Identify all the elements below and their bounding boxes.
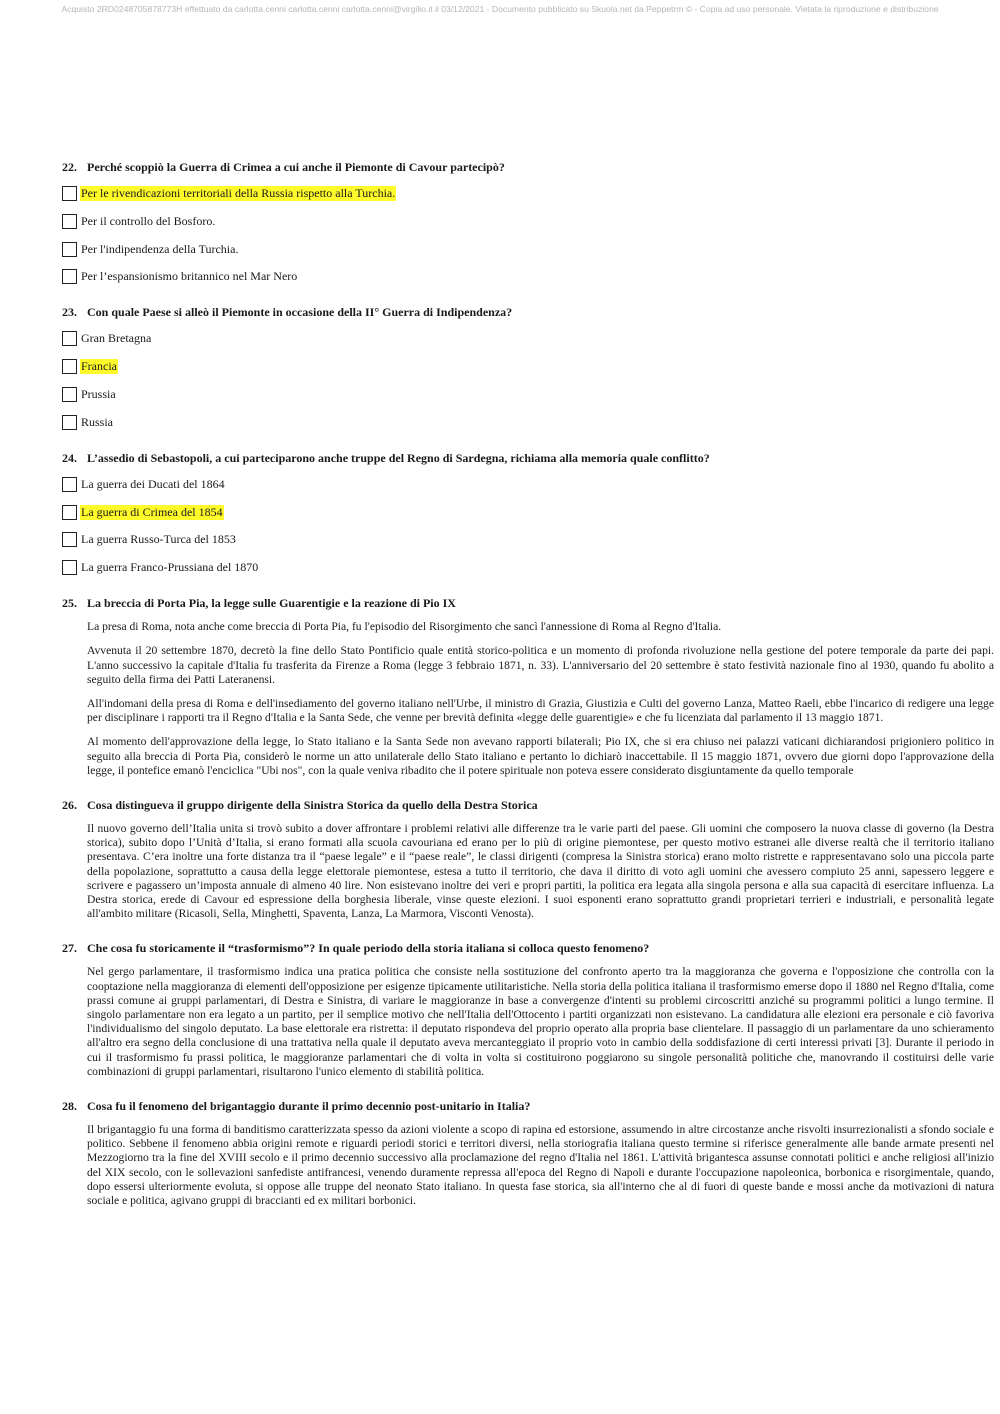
question-number: 28. <box>62 1099 77 1114</box>
option-row[interactable] <box>62 330 994 347</box>
option-row[interactable] <box>62 268 994 285</box>
question-title <box>62 798 994 813</box>
question-number: 26. <box>62 798 77 812</box>
option-label: Per l’espansionismo britannico nel Mar Nero <box>81 269 298 284</box>
checkbox[interactable] <box>62 186 77 201</box>
checkbox[interactable] <box>62 269 77 284</box>
option-row[interactable] <box>62 358 994 375</box>
question-number: 24. <box>62 450 77 465</box>
question-26 <box>62 798 994 921</box>
option-label: Russia <box>81 414 114 429</box>
question-text: Cosa distingueva il gruppo dirigente della Sinistra Storica da quello della Destra Storica <box>87 798 538 812</box>
answer-paragraph: Al momento dell'approvazione della legge, lo Stato italiano e la Santa Sede non avevano rapporti bilaterali; Pio IX, che si era chiuso nei palazzi vaticani dichiarandosi prigioniero politico in seguito alla breccia di Porta Pia, considerò le norme un atto unilaterale dello Stato italiano e pertanto lo dichiarò inaccettabile. Il 15 maggio 1871, ovvero due giorni dopo l'approvazione della legge, il pontefice emanò l'enciclica "Ubi nos", con la quale veniva ribadito che il potere spirituale non poteva essere considerato disgiuntamente da quello temporale <box>87 735 994 777</box>
question-23 <box>62 305 994 430</box>
checkbox[interactable] <box>62 242 77 257</box>
question-number: 22. <box>62 160 77 174</box>
question-number: 25. <box>62 596 77 611</box>
answer-text <box>87 620 994 778</box>
question-24 <box>62 451 994 576</box>
question-text: La breccia di Porta Pia, la legge sulle Guarentigie e la reazione di Pio IX <box>87 596 456 611</box>
option-row[interactable] <box>62 559 994 576</box>
question-text: Cosa fu il fenomeno del brigantaggio durante il primo decennio post-unitario in Italia? <box>87 1099 531 1114</box>
option-label: La guerra Russo-Turca del 1853 <box>81 532 236 547</box>
answer-paragraph: Avvenuta il 20 settembre 1870, decretò la fine dello Stato Pontificio quale entità storico-politica e un momento di profonda rivoluzione nella gestione del potere temporale da parte dei papi. L'anno successivo la capitale d'Italia fu trasferita da Firenze a Roma (legge 3 febbraio 1871, n. 33). L'anniversario del 20 settembre è stato festività nazionale fino al 1930, quando fu abolito a seguito della firma dei Patti Lateranensi. <box>87 644 994 686</box>
question-title <box>62 305 994 320</box>
answer-paragraph: All'indomani della presa di Roma e dell'insediamento del governo italiano nell'Urbe, il ministro di Grazia, Giustizia e Culti del governo Lanza, Matteo Raeli, ebbe l'incarico di redigere una legge per disciplinare i rapporti tra il Regno d'Italia e la Santa Sede, che venne per brevità definita «legge delle guarentigie» e che fu licenziata dal parlamento il 13 maggio 1871. <box>87 696 994 725</box>
option-row[interactable] <box>62 414 994 431</box>
option-label: La guerra dei Ducati del 1864 <box>81 476 225 491</box>
checkbox[interactable] <box>62 477 77 492</box>
option-label: Prussia <box>81 386 116 401</box>
answer-paragraph: La presa di Roma, nota anche come breccia di Porta Pia, fu l'episodio del Risorgimento che sancì l'annessione di Roma al Regno d'Italia. <box>87 620 722 634</box>
question-text: L’assedio di Sebastopoli, a cui parteciparono anche truppe del Regno di Sardegna, richiama alla memoria quale conflitto? <box>87 450 710 465</box>
checkbox[interactable] <box>62 505 77 520</box>
question-22 <box>62 160 994 285</box>
option-label: La guerra Franco-Prussiana del 1870 <box>81 560 259 575</box>
option-row[interactable] <box>62 476 994 493</box>
question-title <box>62 1099 994 1114</box>
question-text: Perché scoppiò la Guerra di Crimea a cui anche il Piemonte di Cavour partecipò? <box>87 160 505 174</box>
document-body <box>62 160 994 1228</box>
option-row[interactable] <box>62 504 994 521</box>
question-25 <box>62 596 994 778</box>
option-list <box>62 185 994 285</box>
question-27 <box>62 941 994 1079</box>
question-number: 23. <box>62 305 77 320</box>
question-text: Che cosa fu storicamente il “trasformismo”? In quale periodo della storia italiana si colloca questo fenomeno? <box>87 941 650 956</box>
option-label: La guerra di Crimea del 1854 <box>81 504 223 519</box>
option-list <box>62 330 994 430</box>
answer-text <box>87 822 994 921</box>
question-text: Con quale Paese si alleò il Piemonte in occasione della II° Guerra di Indipendenza? <box>87 305 513 320</box>
answer-text <box>87 965 994 1079</box>
checkbox[interactable] <box>62 214 77 229</box>
checkbox[interactable] <box>62 359 77 374</box>
answer-paragraph: Nel gergo parlamentare, il trasformismo indica una pratica politica che consiste nella sostituzione del confronto aperto tra la maggioranza che governa e l'opposizione che controlla con la cooptazione nella maggioranza di elementi dell'opposizione per esigenze tipicamente utilitaristiche. Nella storia della politica italiana il trasformismo emerse dopo il 1880 nel Regno d'Italia, come prassi comune ai gruppi parlamentari, di Destra e Sinistra, di variare le maggioranze in base a convergenze d'intenti su problemi circoscritti anziché su programmi politici a lungo termine. Il singolo parlamentare non era legato a un partito, per il semplice motivo che nell'Italia dell'Ottocento i partiti organizzati non esistevano. La candidatura alle elezioni era personale e ciò favoriva l'individualismo del singolo deputato. La base elettorale era ristretta: il deputato rispondeva del proprio operato alla propria base clientelare. Il passaggio di un parlamentare da uno schieramento all'altro era segno della conclusione di una trattativa nella quale il deputato aveva mercanteggiato il proprio voto in cambio della soddisfazione di certi interessi privati [3]. Durante il periodo in cui il trasformismo fu prassi politica, le maggioranze parlamentari che di volta in volta si costituirono poggiarono su singole personalità politiche che, manovrando il costituirsi delle varie combinazioni di gruppi parlamentari, risultarono l'unico elemento di stabilità politica. <box>87 965 994 1078</box>
option-list <box>62 476 994 576</box>
option-row[interactable] <box>62 241 994 258</box>
option-label: Per il controllo del Bosforo. <box>81 213 216 228</box>
answer-text <box>87 1123 994 1208</box>
question-28 <box>62 1099 994 1208</box>
checkbox[interactable] <box>62 387 77 402</box>
checkbox[interactable] <box>62 532 77 547</box>
option-label: Per le rivendicazioni territoriali della Russia rispetto alla Turchia. <box>81 186 396 200</box>
option-label: Per l'indipendenza della Turchia. <box>81 241 239 256</box>
option-row[interactable] <box>62 185 994 202</box>
watermark-text: Acquisto 2RD0248705878773H effettuato da carlotta.cenni carlotta.cenni carlotta.cenni@virgilio.it il 03/12/2021 - Documento pubblicato su Skuola.net da Peppetrm © - Copia ad uso personale. Vietata la riproduzione e distribuzione <box>61 4 939 14</box>
checkbox[interactable] <box>62 415 77 430</box>
question-title <box>62 451 994 466</box>
answer-paragraph: Il nuovo governo dell’Italia unita si trovò subito a dover affrontare i problemi relativi alle differenze tra le varie parti del paese. Gli uomini che composero la nuova classe di governo (la Destra storica), subito dopo l’Unità d’Italia, si erano formati alla scuola cavouriana ed erano per lo più di origine piemontese, per questo motivo estranei alle diverse realtà che il territorio italiano presentava. C’era inoltre una forte distanza tra il “paese legale” e il “paese reale”, le classi dirigenti (compresa la Sinistra storica) erano molto ristrette e rappresentavano solo una piccola parte della popolazione, soprattutto a causa della legge elettorale piemontese, estesa a tutto il territorio, che dava il diritto di voto agli uomini che avessero compiuto 25 anni, sapessero leggere e scrivere e pagassero un’imposta annuale di almeno 40 lire. Non esistevano inoltre dei veri e propri partiti, la politica era legata alla singola persona e alla sua capacità di esercitare influenza. La Destra storica, erede di Cavour ed espressione della borghesia liberale, vinse queste elezioni. I suoi esponenti erano soprattutto grandi proprietari terrieri e industriali, e personalità legate all'ambito militare (Ricasoli, Sella, Minghetti, Spaventa, Lanza, La Marmora, Visconti Venosta). <box>87 822 994 921</box>
option-row[interactable] <box>62 386 994 403</box>
option-row[interactable] <box>62 531 994 548</box>
question-number: 27. <box>62 941 77 956</box>
answer-paragraph: Il brigantaggio fu una forma di banditismo caratterizzata spesso da azioni violente a scopo di rapina ed estorsione, assumendo in altre circostanze anche risvolti insurrezionalisti a sfondo sociale e politico. Sebbene il fenomeno abbia origini remote e riguardi periodi storici e territori diversi, nella storiografia italiana questo termine si riferisce generalmente alle bande armate presenti nel Mezzogiorno tra la fine del XVIII secolo e il primo decennio successivo alla proclamazione del regno d'Italia nel 1861. L'attività brigantesca assunse connotati politici e anche religiosi all'inizio del XIX secolo, con le sollevazioni sanfediste antifrancesi, venendo duramente repressa all'epoca del Regno di Napoli e durante l'occupazione napoleonica, borbonica e risorgimentale, quando, dopo essersi ulteriormente evoluta, si oppose alle truppe del neonato Stato italiano. In questa fase storica, sia all'interno che al di fuori di queste bande e mossi anche da motivazioni di natura sociale e politica, agivano gruppi di braccianti ed ex militari borbonici. <box>87 1123 994 1208</box>
option-label: Francia <box>81 359 117 374</box>
option-row[interactable] <box>62 213 994 230</box>
checkbox[interactable] <box>62 560 77 575</box>
question-title <box>62 941 994 956</box>
option-label: Gran Bretagna <box>81 331 152 346</box>
question-title <box>62 596 994 611</box>
question-title <box>62 160 994 175</box>
checkbox[interactable] <box>62 331 77 346</box>
